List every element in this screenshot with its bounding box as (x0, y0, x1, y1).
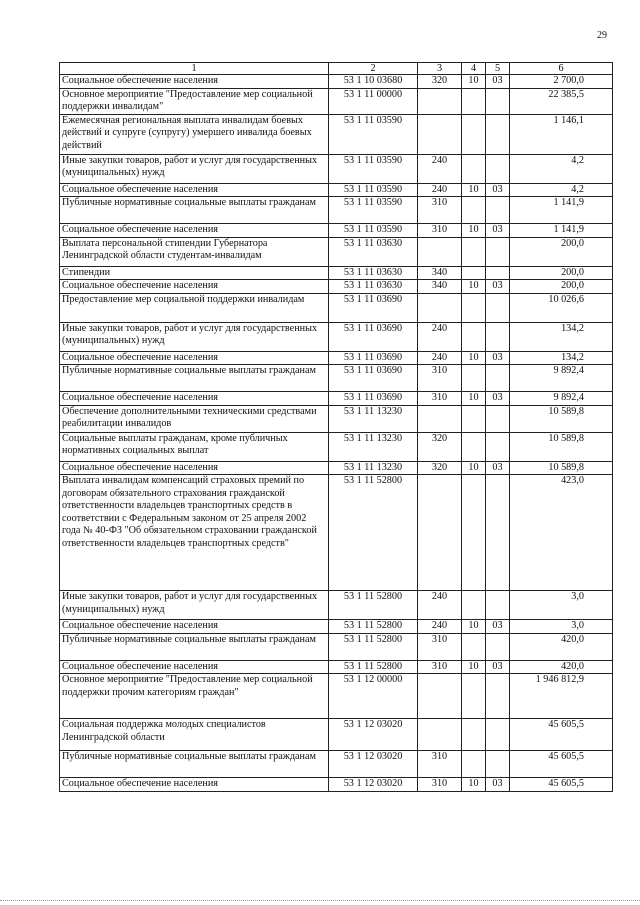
cell-amount: 420,0 (510, 660, 613, 674)
cell-section (462, 266, 486, 280)
cell-amount: 9 892,4 (510, 365, 613, 392)
cell-expense-type (418, 674, 462, 719)
cell-expense-type (418, 719, 462, 751)
table-row (60, 591, 613, 620)
cell-code: 53 1 11 03630 (329, 266, 418, 280)
cell-amount: 4,2 (510, 183, 613, 197)
cell-subsection: 03 (486, 183, 510, 197)
cell-subsection (486, 88, 510, 114)
cell-name: Социальное обеспечение населения (60, 224, 329, 238)
cell-section (462, 154, 486, 183)
cell-name: Основное мероприятие "Предоставление мер социальной поддержки прочим категориям граждан" (60, 674, 329, 719)
cell-section: 10 (462, 183, 486, 197)
cell-name: Социальное обеспечение населения (60, 351, 329, 365)
cell-name: Предоставление мер социальной поддержки инвалидам (60, 293, 329, 322)
cell-section (462, 365, 486, 392)
cell-code: 53 1 11 13230 (329, 461, 418, 475)
cell-section: 10 (462, 280, 486, 294)
cell-subsection (486, 293, 510, 322)
cell-subsection: 03 (486, 351, 510, 365)
cell-amount: 45 605,5 (510, 751, 613, 778)
cell-code: 53 1 11 03590 (329, 224, 418, 238)
cell-amount: 45 605,5 (510, 778, 613, 792)
cell-subsection (486, 633, 510, 660)
cell-code: 53 1 11 13230 (329, 405, 418, 432)
cell-section (462, 88, 486, 114)
cell-section: 10 (462, 660, 486, 674)
cell-subsection (486, 322, 510, 351)
cell-name: Социальное обеспечение населения (60, 660, 329, 674)
cell-expense-type: 320 (418, 432, 462, 461)
cell-subsection (486, 591, 510, 620)
cell-section: 10 (462, 620, 486, 634)
table-body (60, 63, 613, 792)
cell-subsection (486, 365, 510, 392)
cell-expense-type: 240 (418, 154, 462, 183)
cell-expense-type: 240 (418, 183, 462, 197)
cell-subsection (486, 405, 510, 432)
table-row (60, 365, 613, 392)
table-row (60, 266, 613, 280)
cell-code: 53 1 11 00000 (329, 88, 418, 114)
cell-code: 53 1 12 03020 (329, 778, 418, 792)
cell-code: 53 1 11 03690 (329, 392, 418, 406)
cell-code: 53 1 11 03690 (329, 293, 418, 322)
cell-section (462, 751, 486, 778)
table-row (60, 280, 613, 294)
cell-section: 10 (462, 392, 486, 406)
cell-name: Социальное обеспечение населения (60, 620, 329, 634)
column-header: 4 (462, 63, 486, 75)
cell-name: Стипендии (60, 266, 329, 280)
cell-amount: 200,0 (510, 237, 613, 266)
cell-amount: 200,0 (510, 280, 613, 294)
cell-code: 53 1 12 00000 (329, 674, 418, 719)
cell-expense-type: 320 (418, 75, 462, 89)
header-row (60, 63, 613, 75)
table-row (60, 620, 613, 634)
cell-amount: 10 589,8 (510, 432, 613, 461)
table-row (60, 322, 613, 351)
cell-code: 53 1 11 03590 (329, 197, 418, 224)
cell-name: Социальное обеспечение населения (60, 183, 329, 197)
table-row (60, 475, 613, 591)
cell-section (462, 197, 486, 224)
cell-section (462, 719, 486, 751)
cell-section (462, 674, 486, 719)
cell-name: Социальное обеспечение населения (60, 75, 329, 89)
cell-name: Социальное обеспечение населения (60, 280, 329, 294)
cell-section: 10 (462, 224, 486, 238)
cell-section: 10 (462, 351, 486, 365)
cell-subsection (486, 197, 510, 224)
cell-section (462, 432, 486, 461)
cell-subsection (486, 266, 510, 280)
cell-subsection (486, 674, 510, 719)
cell-amount: 1 141,9 (510, 224, 613, 238)
column-header: 3 (418, 63, 462, 75)
cell-section: 10 (462, 778, 486, 792)
cell-subsection (486, 475, 510, 591)
table-row (60, 751, 613, 778)
cell-name: Социальное обеспечение населения (60, 392, 329, 406)
cell-expense-type: 310 (418, 660, 462, 674)
cell-amount: 1 141,9 (510, 197, 613, 224)
table-row (60, 461, 613, 475)
cell-code: 53 1 11 03690 (329, 322, 418, 351)
cell-amount: 3,0 (510, 591, 613, 620)
cell-section (462, 633, 486, 660)
table-row (60, 293, 613, 322)
table-row (60, 405, 613, 432)
column-header: 6 (510, 63, 613, 75)
page-bottom-divider (0, 900, 640, 901)
cell-section: 10 (462, 75, 486, 89)
cell-expense-type: 240 (418, 351, 462, 365)
page-number: 29 (597, 30, 607, 41)
cell-amount: 1 946 812,9 (510, 674, 613, 719)
cell-code: 53 1 12 03020 (329, 719, 418, 751)
cell-subsection (486, 751, 510, 778)
cell-subsection (486, 719, 510, 751)
cell-amount: 420,0 (510, 633, 613, 660)
cell-name: Основное мероприятие "Предоставление мер социальной поддержки инвалидам" (60, 88, 329, 114)
cell-code: 53 1 12 03020 (329, 751, 418, 778)
cell-name: Публичные нормативные социальные выплаты гражданам (60, 633, 329, 660)
cell-subsection: 03 (486, 660, 510, 674)
table-row (60, 392, 613, 406)
cell-expense-type: 310 (418, 778, 462, 792)
cell-expense-type: 310 (418, 392, 462, 406)
cell-expense-type: 310 (418, 365, 462, 392)
cell-code: 53 1 11 52800 (329, 633, 418, 660)
column-header: 2 (329, 63, 418, 75)
table-row (60, 237, 613, 266)
cell-subsection: 03 (486, 280, 510, 294)
cell-expense-type (418, 475, 462, 591)
cell-name: Публичные нормативные социальные выплаты гражданам (60, 365, 329, 392)
cell-code: 53 1 11 52800 (329, 660, 418, 674)
cell-name: Социальное обеспечение населения (60, 778, 329, 792)
cell-amount: 10 589,8 (510, 461, 613, 475)
cell-amount: 134,2 (510, 351, 613, 365)
table-row (60, 719, 613, 751)
cell-subsection (486, 237, 510, 266)
cell-subsection: 03 (486, 224, 510, 238)
cell-expense-type: 340 (418, 280, 462, 294)
cell-amount: 22 385,5 (510, 88, 613, 114)
table-row (60, 197, 613, 224)
cell-name: Иные закупки товаров, работ и услуг для государственных (муниципальных) нужд (60, 591, 329, 620)
cell-code: 53 1 11 03690 (329, 365, 418, 392)
cell-section (462, 405, 486, 432)
column-header: 5 (486, 63, 510, 75)
cell-code: 53 1 11 03590 (329, 114, 418, 154)
cell-amount: 9 892,4 (510, 392, 613, 406)
table-row (60, 778, 613, 792)
cell-expense-type (418, 405, 462, 432)
cell-amount: 4,2 (510, 154, 613, 183)
cell-code: 53 1 10 03680 (329, 75, 418, 89)
cell-subsection: 03 (486, 392, 510, 406)
cell-amount: 134,2 (510, 322, 613, 351)
table-row (60, 660, 613, 674)
cell-name: Социальная поддержка молодых специалистов Ленинградской области (60, 719, 329, 751)
cell-amount: 1 146,1 (510, 114, 613, 154)
cell-expense-type: 240 (418, 620, 462, 634)
table-row (60, 75, 613, 89)
table-row (60, 224, 613, 238)
cell-code: 53 1 11 03590 (329, 154, 418, 183)
cell-code: 53 1 11 03590 (329, 183, 418, 197)
cell-subsection: 03 (486, 75, 510, 89)
table-row (60, 114, 613, 154)
cell-amount: 2 700,0 (510, 75, 613, 89)
cell-expense-type: 310 (418, 751, 462, 778)
cell-section (462, 322, 486, 351)
cell-expense-type: 310 (418, 197, 462, 224)
cell-name: Публичные нормативные социальные выплаты гражданам (60, 751, 329, 778)
cell-amount: 10 589,8 (510, 405, 613, 432)
cell-amount: 3,0 (510, 620, 613, 634)
cell-subsection (486, 154, 510, 183)
cell-name: Иные закупки товаров, работ и услуг для государственных (муниципальных) нужд (60, 154, 329, 183)
cell-expense-type (418, 88, 462, 114)
cell-expense-type (418, 237, 462, 266)
cell-expense-type (418, 114, 462, 154)
budget-table (59, 62, 613, 792)
cell-name: Ежемесячная региональная выплата инвалидам боевых действий и супруге (супругу) умершего инвалида боевых действий (60, 114, 329, 154)
cell-expense-type (418, 293, 462, 322)
cell-expense-type: 310 (418, 224, 462, 238)
cell-code: 53 1 11 52800 (329, 475, 418, 591)
cell-expense-type: 240 (418, 591, 462, 620)
cell-name: Выплата инвалидам компенсаций страховых премий по договорам обязательного страхования гражданской ответственности владельцев транспортных средств в соответствии с Федеральным законом от 25 апреля 2002 года № 40-ФЗ "Об обязательном страховании гражданской ответственности владельцев транспортных средств" (60, 475, 329, 591)
cell-code: 53 1 11 03630 (329, 237, 418, 266)
cell-code: 53 1 11 52800 (329, 620, 418, 634)
cell-section (462, 237, 486, 266)
cell-code: 53 1 11 03630 (329, 280, 418, 294)
cell-amount: 10 026,6 (510, 293, 613, 322)
table-row (60, 674, 613, 719)
cell-name: Обеспечение дополнительными техническими средствами реабилитации инвалидов (60, 405, 329, 432)
cell-subsection: 03 (486, 620, 510, 634)
table-row (60, 633, 613, 660)
cell-code: 53 1 11 52800 (329, 591, 418, 620)
table-row (60, 88, 613, 114)
cell-name: Социальные выплаты гражданам, кроме публичных нормативных социальных выплат (60, 432, 329, 461)
cell-section (462, 114, 486, 154)
cell-section (462, 475, 486, 591)
table-row (60, 154, 613, 183)
cell-expense-type: 310 (418, 633, 462, 660)
cell-section (462, 293, 486, 322)
cell-name: Публичные нормативные социальные выплаты гражданам (60, 197, 329, 224)
column-header: 1 (60, 63, 329, 75)
cell-code: 53 1 11 03690 (329, 351, 418, 365)
cell-subsection (486, 114, 510, 154)
cell-name: Выплата персональной стипендии Губернатора Ленинградской области студентам-инвалидам (60, 237, 329, 266)
cell-section (462, 591, 486, 620)
cell-subsection (486, 432, 510, 461)
cell-name: Социальное обеспечение населения (60, 461, 329, 475)
cell-expense-type: 340 (418, 266, 462, 280)
cell-subsection: 03 (486, 778, 510, 792)
cell-subsection: 03 (486, 461, 510, 475)
table-row (60, 351, 613, 365)
table-row (60, 432, 613, 461)
cell-amount: 200,0 (510, 266, 613, 280)
cell-expense-type: 320 (418, 461, 462, 475)
cell-amount: 45 605,5 (510, 719, 613, 751)
cell-expense-type: 240 (418, 322, 462, 351)
cell-amount: 423,0 (510, 475, 613, 591)
cell-name: Иные закупки товаров, работ и услуг для государственных (муниципальных) нужд (60, 322, 329, 351)
table-row (60, 183, 613, 197)
cell-section: 10 (462, 461, 486, 475)
cell-code: 53 1 11 13230 (329, 432, 418, 461)
